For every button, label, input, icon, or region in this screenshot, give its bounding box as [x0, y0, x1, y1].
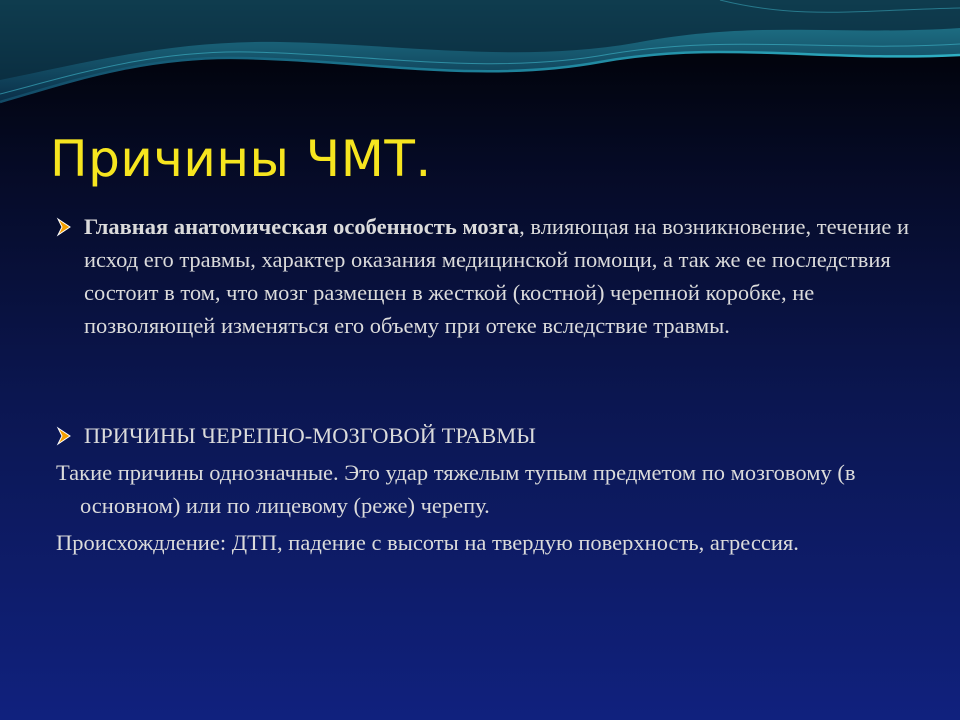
- causes-paragraph: Такие причины однозначные. Это удар тяжелым тупым предметом по мозговому (в основном) или по лицевому (реже) черепу.: [56, 460, 856, 518]
- bullet-item-causes: [56, 419, 916, 452]
- arrow-bullet-icon: [56, 426, 72, 446]
- arrow-bullet-icon: [56, 217, 72, 237]
- bullet-item-anatomy: [56, 210, 916, 342]
- causes-heading: ПРИЧИНЫ ЧЕРЕПНО-МОЗГОВОЙ ТРАВМЫ: [84, 423, 536, 448]
- slide-content: [56, 210, 916, 559]
- bullet-bold-text: Главная анатомическая особенность мозга: [84, 214, 520, 239]
- bullet-body-text: , влияющая на возникновение, течение и исход его травмы, характер оказания медицинской помощи, а так же ее последствия состоит в том, что мозг размещен в жесткой (костной) черепной коробке, не позволяющей изменяться его объему при отеке вследствие травмы.: [84, 214, 910, 338]
- slide-title: Причины ЧМТ.: [50, 130, 432, 188]
- origin-paragraph: Происхождление: ДТП, падение с высоты на твердую поверхность, агрессия.: [56, 530, 799, 555]
- header-wave-decoration: [0, 0, 960, 120]
